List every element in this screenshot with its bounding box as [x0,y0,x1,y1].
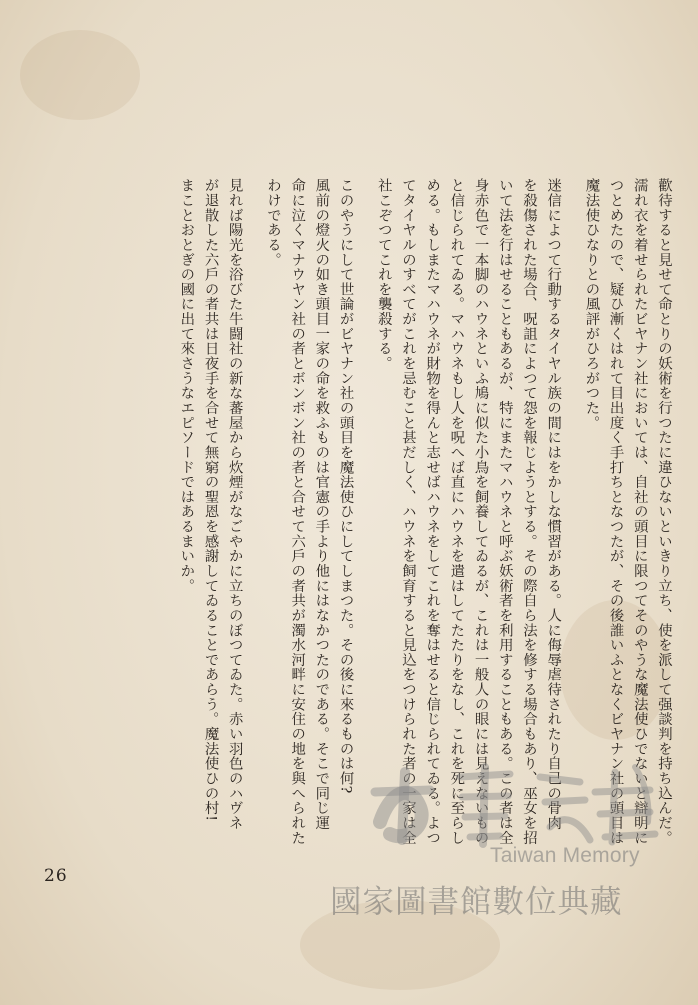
text-line: 魔法使ひなりとの風評がひろがつた。 [583,178,600,430]
text-line: いて法を行はせることもあるが、特にまたマハウネと呼ぶ妖術者を利用することもある。この者は全 [496,178,513,845]
text-line: つとめたので、疑ひ漸くはれて目出度く手打ちとなつたが、その後誰いふとなくビヤナン社の頭目は [607,178,624,845]
text-line: まことおとぎの國に出て來さうなエピソードではあるまいか。 [178,178,195,593]
watermark-library-name: 國家圖書館數位典藏 [330,884,623,920]
text-line: 迷信によつて行動するタイヤル族の間にはをかしな慣習がある。人に侮辱虐待されたり自己の骨肉 [545,178,562,831]
vertical-body-text [28,178,676,848]
text-line: 社こぞつてこれを襲殺する。 [375,178,392,371]
taiwan-memory-watermark [330,752,675,927]
text-line: める。もしまたマハウネが財物を得んと志せばハウネをしてこれを奪はせると信じられてゐる。よつ [424,178,441,845]
text-line: わけである。 [264,178,281,267]
text-line: を殺傷された場合、呪詛によつて怨を報じようとする。その際自ら法を修する場合もあり、巫女を招 [520,178,537,845]
text-line: 命に泣くマナウヤン社の者とボンボン社の者と合せて六戶の者共が濁水河畔に安住の地を與へられた [289,178,306,845]
text-line: 身赤色で一本脚のハウネといふ鳩に似た小鳥を飼養してゐるが、これは一般人の眼には見えないもの [472,178,489,845]
text-line: てタイヤルのすべてがこれを忌むこと甚だしく、ハウネを飼育すると見込をつけられた者の一家は全 [399,178,416,845]
text-line: と信じられてゐる。マハウネもし人を呪へば直にハウネを遣はしてたたりをなし、これを死に至らし [448,178,465,845]
page-number: 26 [44,866,68,886]
text-line: このやうにして世論がビヤナン社の頭目を魔法使ひにしてしまつた。その後に來るものは何? [337,178,354,794]
text-line: 濡れ衣を着せられたビヤナン社においては、自社の頭目に限つてそのやうな魔法使ひでないと辯明に [631,178,648,845]
watermark-latin-text: Taiwan Memory [490,844,640,867]
paper-stain [20,30,140,120]
text-line: 風前の燈火の如き頭目一家の命を救ふものは官憲の手より他にはなかつたのである。そこで同じ運 [313,178,330,831]
text-line: が退散した六戶の者共は日夜手を合せて無窮の聖恩を感謝してゐることであらう。魔法使ひの村! [202,178,219,822]
text-line: 見れば陽光を浴びた牛闘社の新な蕃屋から炊煙がなごやかに立ちのぼつてゐた。赤い羽色のハヴネ [226,178,243,831]
text-line: 歡待すると見せて命とりの妖術を行つたに違ひないといきり立ち、使を派して强談判を持ち込んだ。 [656,178,672,845]
calligraphy-logo-icon [350,752,670,852]
